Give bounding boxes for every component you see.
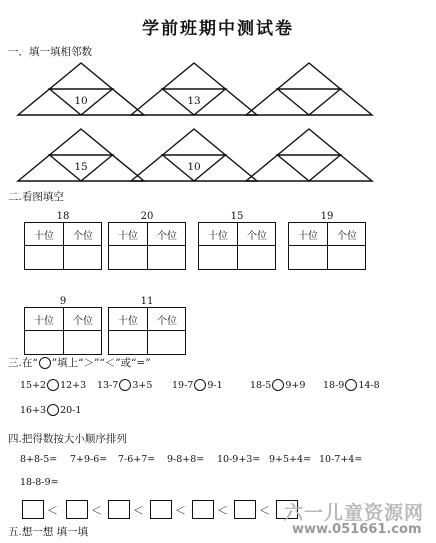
answer-box[interactable] <box>66 500 88 519</box>
compare-right: 3+5 <box>132 380 153 391</box>
watermark-name: 六一儿童资源网 <box>284 502 425 524</box>
triangle-center-number: 10 <box>74 95 88 107</box>
circle-icon <box>39 357 51 369</box>
section3-heading-suffix: ”填上“＞”“＜”或“=” <box>51 357 151 369</box>
place-value-table <box>108 307 186 355</box>
answer-box[interactable] <box>150 500 172 519</box>
compare-left: 18-5 <box>250 380 272 391</box>
answer-box[interactable] <box>192 500 214 519</box>
place-value-number: 19 <box>320 211 334 222</box>
answer-circle[interactable] <box>47 379 59 391</box>
triangle-center-number: 15 <box>74 161 88 173</box>
section3-heading <box>8 355 151 370</box>
compare-problem <box>97 379 152 391</box>
page-title: 学前班期中测试卷 <box>142 19 294 39</box>
triangle-frame <box>17 128 145 182</box>
place-value-number: 11 <box>140 296 154 307</box>
place-value-number: 15 <box>230 211 244 222</box>
compare-problem <box>250 379 305 391</box>
order-expression: 10-9+3= <box>217 454 261 465</box>
answer-box[interactable] <box>234 500 256 519</box>
order-expression: 9+5+4= <box>269 454 312 465</box>
section1-heading: 一．填一填相邻数 <box>8 46 92 58</box>
place-value-table <box>24 307 102 355</box>
triangle-center-number: 13 <box>187 95 201 107</box>
triangle-frame <box>245 128 373 182</box>
less-than-sign: ＜ <box>91 504 102 517</box>
compare-right: 20-1 <box>60 405 82 416</box>
place-value-table <box>288 222 366 270</box>
tens-label: 十位 <box>34 316 54 327</box>
order-expression: 7-6+7= <box>118 454 156 465</box>
triangle-frame <box>130 62 258 116</box>
answer-box[interactable] <box>22 500 44 519</box>
place-value-number: 20 <box>140 211 154 222</box>
order-expression: 18-8-9= <box>20 477 59 488</box>
tens-label: 十位 <box>118 316 138 327</box>
place-value-number: 9 <box>59 296 67 307</box>
ones-label: 个位 <box>73 231 93 242</box>
triangle-frame <box>130 128 258 182</box>
tens-label: 十位 <box>208 231 228 242</box>
order-expression: 10-7+4= <box>319 454 363 465</box>
answer-circle[interactable] <box>47 404 59 416</box>
answer-circle[interactable] <box>194 379 206 391</box>
answer-box[interactable] <box>108 500 130 519</box>
less-than-sign: ＜ <box>47 504 58 517</box>
compare-problem <box>20 379 86 391</box>
less-than-sign: ＜ <box>217 504 228 517</box>
compare-right: 12+3 <box>60 380 87 391</box>
ones-label: 个位 <box>157 231 177 242</box>
compare-problem <box>323 379 380 391</box>
ones-label: 个位 <box>247 231 267 242</box>
compare-right: 9+9 <box>285 380 306 391</box>
ones-label: 个位 <box>73 316 93 327</box>
tens-label: 十位 <box>298 231 318 242</box>
compare-left: 18-9 <box>323 380 345 391</box>
compare-left: 13-7 <box>97 380 119 391</box>
section5-heading: 五.想一想 填一填 <box>8 526 89 538</box>
section3-heading-prefix: 三.在“ <box>8 357 38 369</box>
ones-label: 个位 <box>157 316 177 327</box>
triangle-frame <box>17 62 145 116</box>
tens-label: 十位 <box>34 231 54 242</box>
answer-circle[interactable] <box>272 379 284 391</box>
triangle-center-number: 10 <box>187 161 201 173</box>
compare-right: 9-1 <box>207 380 223 391</box>
tens-label: 十位 <box>118 231 138 242</box>
compare-problem <box>20 404 81 416</box>
answer-circle[interactable] <box>345 379 357 391</box>
answer-circle[interactable] <box>119 379 131 391</box>
compare-right: 14-8 <box>358 380 380 391</box>
place-value-table <box>198 222 276 270</box>
less-than-sign: ＜ <box>259 504 270 517</box>
compare-left: 15+2 <box>20 380 47 391</box>
compare-left: 16+3 <box>20 405 47 416</box>
less-than-sign: ＜ <box>175 504 186 517</box>
order-expression: 9-8+8= <box>167 454 205 465</box>
triangle-frame <box>245 62 373 116</box>
compare-problem <box>172 379 223 391</box>
compare-left: 19-7 <box>172 380 194 391</box>
ones-label: 个位 <box>337 231 357 242</box>
watermark-url: www.051661.com <box>292 522 422 537</box>
place-value-table <box>108 222 186 270</box>
section2-heading: 二.看图填空 <box>8 191 64 203</box>
order-expression: 8+8-5= <box>20 454 58 465</box>
less-than-sign: ＜ <box>133 504 144 517</box>
order-expression: 7+9-6= <box>70 454 108 465</box>
section4-heading: 四.把得数按大小顺序排列 <box>8 433 127 445</box>
place-value-table <box>24 222 102 270</box>
place-value-number: 18 <box>56 211 70 222</box>
